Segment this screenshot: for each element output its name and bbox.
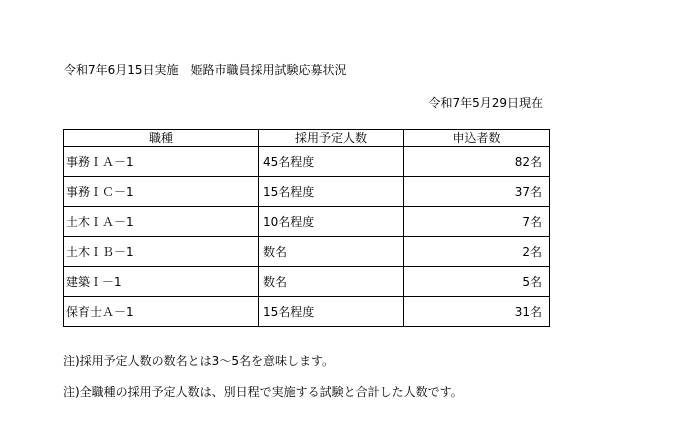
column-header-applicants: 申込者数	[404, 130, 550, 147]
applicants-cell: 31名	[404, 297, 550, 327]
table-row	[64, 207, 550, 237]
planned-cell: 10名程度	[259, 207, 404, 237]
column-header-job: 職種	[64, 130, 259, 147]
page-title: 令和7年6月15日実施 姫路市職員採用試験応募状況	[64, 63, 347, 77]
job-cell: 事務ＩＡ－1	[64, 147, 259, 177]
note-planned-meaning: 注)採用予定人数の数名とは3～5名を意味します。	[63, 354, 334, 368]
table-row	[64, 237, 550, 267]
applicants-cell: 37名	[404, 177, 550, 207]
applicants-cell: 5名	[404, 267, 550, 297]
planned-cell: 数名	[259, 237, 404, 267]
column-header-planned: 採用予定人数	[259, 130, 404, 147]
job-cell: 保育士Ａ－1	[64, 297, 259, 327]
note-planned-total: 注)全職種の採用予定人数は、別日程で実施する試験と合計した人数です。	[63, 385, 463, 399]
planned-cell: 15名程度	[259, 177, 404, 207]
planned-cell: 15名程度	[259, 297, 404, 327]
applicants-cell: 7名	[404, 207, 550, 237]
job-cell: 土木ＩＢ－1	[64, 237, 259, 267]
planned-cell: 45名程度	[259, 147, 404, 177]
table-header-row	[64, 130, 550, 147]
recruitment-table	[63, 129, 550, 327]
job-cell: 事務ＩＣ－1	[64, 177, 259, 207]
table-row	[64, 267, 550, 297]
job-cell: 建築Ｉ－1	[64, 267, 259, 297]
applicants-cell: 2名	[404, 237, 550, 267]
planned-cell: 数名	[259, 267, 404, 297]
table-row	[64, 147, 550, 177]
job-cell: 土木ＩＡ－1	[64, 207, 259, 237]
table-row	[64, 297, 550, 327]
as-of-date: 令和7年5月29日現在	[428, 96, 543, 110]
applicants-cell: 82名	[404, 147, 550, 177]
table-row	[64, 177, 550, 207]
